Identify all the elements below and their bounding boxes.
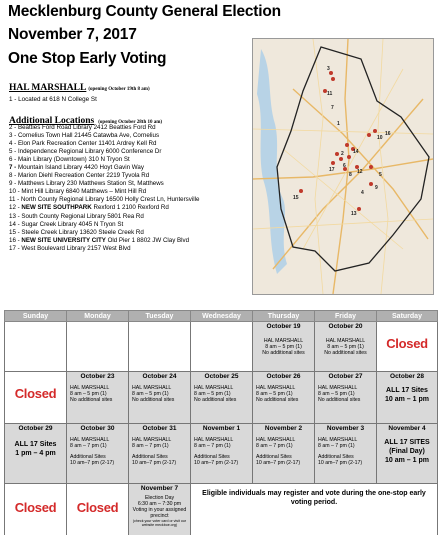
voting-calendar [4, 310, 438, 535]
list-item: 11 - North County Regional Library 16500 Holly Crest Ln, Huntersville [9, 196, 200, 204]
day-header-sunday: Sunday [5, 311, 67, 322]
svg-text:6: 6 [343, 163, 346, 169]
calendar-cell-oct28: October 28 ALL 17 Sites 10 am – 1 pm [377, 372, 438, 424]
list-item: 15 - Steele Creek Library 13620 Steele Creek Rd [9, 228, 144, 236]
day-header-tuesday: Tuesday [129, 311, 191, 322]
calendar-cell-empty [5, 322, 67, 372]
calendar-cell-closed [67, 484, 129, 535]
closed-label: Closed [386, 336, 428, 351]
list-item: 16 - NEW SITE UNIVERSITY CITY Old Pier 1 8802 JW Clay Blvd [9, 236, 190, 244]
list-item: 14 - Sugar Creek Library 4045 N Tryon St [9, 220, 124, 228]
hal-location: 1 - Located at 618 N College St [9, 96, 97, 103]
calendar-week-3 [5, 424, 438, 484]
svg-text:16: 16 [385, 131, 391, 137]
svg-text:15: 15 [293, 195, 299, 201]
svg-text:3: 3 [327, 66, 330, 72]
additional-opening: (opening October 28th 10 am) [98, 120, 163, 125]
list-item: 8 - Marion Diehl Recreation Center 2219 Tyvola Rd [9, 172, 150, 180]
list-item: 4 - Elon Park Recreation Center 11401 Ardrey Kell Rd [9, 140, 157, 148]
svg-text:7: 7 [331, 105, 334, 111]
svg-text:10: 10 [377, 135, 383, 141]
calendar-cell-closed [377, 322, 438, 372]
registration-note: Eligible individuals may register and vote during the one-stop early voting period. [202, 490, 426, 506]
calendar-cell-oct26: October 26 HAL MARSHALL 8 am – 5 pm (1) No additional sites [253, 372, 315, 424]
calendar-cell-oct20: October 20 HAL MARSHALL 8 am – 5 pm (1) No additional sites [315, 322, 377, 372]
title-early-voting: One Stop Early Voting [8, 50, 167, 67]
calendar-cell-oct19: October 19 HAL MARSHALL 8 am – 5 pm (1) No additional sites [253, 322, 315, 372]
list-item: 12 - NEW SITE SOUTHPARK Rexford 1 2100 Rexford Rd [9, 204, 169, 212]
day-header-wednesday: Wednesday [191, 311, 253, 322]
calendar-cell-oct29: October 29 ALL 17 Sites 1 pm – 4 pm [5, 424, 67, 484]
svg-text:12: 12 [357, 169, 363, 175]
title-date: November 7, 2017 [8, 26, 137, 43]
calendar-week-1 [5, 322, 438, 372]
svg-text:17: 17 [329, 167, 335, 173]
svg-text:13: 13 [351, 211, 357, 217]
election-day-info: Election Day 6:30 am – 7:30 pm Voting in your assigned precinct (check your voter card or visit our website meckboe.org) [132, 495, 187, 528]
day-header-friday: Friday [315, 311, 377, 322]
day-header-thursday: Thursday [253, 311, 315, 322]
additional-heading-text: Additional Locations [9, 116, 95, 126]
calendar-cell-empty [191, 322, 253, 372]
location-list [9, 124, 254, 253]
svg-text:1: 1 [337, 121, 340, 127]
calendar-week-2 [5, 372, 438, 424]
calendar-cell-closed [5, 372, 67, 424]
calendar-cell-oct25: October 25 HAL MARSHALL 8 am – 5 pm (1) No additional sites [191, 372, 253, 424]
list-item: 5 - Independence Regional Library 6000 Conference Dr [9, 148, 162, 156]
calendar-cell-oct27: October 27 HAL MARSHALL 8 am – 5 pm (1) No additional sites [315, 372, 377, 424]
svg-text:2: 2 [341, 151, 344, 157]
calendar-cell-nov1: November 1 HAL MARSHALL 8 am – 7 pm (1) Additional Sites 10 am–7 pm (2-17) [191, 424, 253, 484]
list-item: 17 - West Boulevard Library 2157 West Blvd [9, 244, 131, 252]
closed-label: Closed [14, 500, 57, 515]
closed-label: Closed [76, 500, 119, 515]
svg-text:11: 11 [327, 91, 333, 97]
county-map [252, 38, 434, 295]
calendar-cell-empty [129, 322, 191, 372]
closed-label: Closed [14, 386, 57, 401]
list-item: 6 - Main Library (Downtown) 310 N Tryon St [9, 156, 130, 164]
title-county: Mecklenburg County General Election [8, 3, 281, 20]
calendar-cell-oct24: October 24 HAL MARSHALL 8 am – 5 pm (1) No additional sites [129, 372, 191, 424]
hal-marshall-heading [9, 83, 150, 93]
hal-opening: (opening October 19th 8 am) [88, 87, 150, 92]
list-item: 10 - Mint Hill Library 6840 Matthews – Mint Hill Rd [9, 188, 147, 196]
calendar-cell-oct23: October 23 HAL MARSHALL 8 am – 5 pm (1) No additional sites [67, 372, 129, 424]
calendar-cell-nov4: November 4 ALL 17 SITES (Final Day) 10 am – 1 pm [377, 424, 438, 484]
registration-note-cell [191, 484, 438, 535]
svg-text:8: 8 [349, 172, 352, 178]
calendar-cell-closed [5, 484, 67, 535]
svg-text:4: 4 [361, 190, 364, 196]
county-map-svg [253, 39, 433, 294]
svg-text:5: 5 [379, 172, 382, 178]
list-item: 9 - Matthews Library 230 Matthews Station St, Matthews [9, 180, 164, 188]
calendar-cell-nov2: November 2 HAL MARSHALL 8 am – 7 pm (1) Additional Sites 10 am–7 pm (2-17) [253, 424, 315, 484]
svg-text:14: 14 [353, 149, 359, 155]
svg-text:9: 9 [375, 185, 378, 191]
day-header-saturday: Saturday [377, 311, 438, 322]
list-item: 3 - Cornelius Town Hall 21445 Catawba Ave, Cornelius [9, 132, 160, 140]
calendar-header-row [5, 311, 438, 322]
list-item: 13 - South County Regional Library 5801 Rea Rd [9, 212, 144, 220]
list-item: 7 - Mountain Island Library 4420 Hoyt Gavin Way [9, 164, 144, 172]
calendar-cell-oct31: October 31 HAL MARSHALL 8 am – 7 pm (1) Additional Sites 10 am–7 pm (2-17) [129, 424, 191, 484]
calendar-cell-nov7: November 7 Election Day 6:30 am – 7:30 pm Voting in your assigned precinct (check your voter card or visit our website meckboe.org) [129, 484, 191, 535]
calendar-cell-empty [67, 322, 129, 372]
hal-heading-text: HAL MARSHALL [9, 83, 87, 93]
calendar-cell-nov3: November 3 HAL MARSHALL 8 am – 7 pm (1) Additional Sites 10 am–7 pm (2-17) [315, 424, 377, 484]
calendar-week-4 [5, 484, 438, 535]
list-item: 2 - Beatties Ford Road Library 2412 Beatties Ford Rd [9, 124, 156, 131]
day-header-monday: Monday [67, 311, 129, 322]
calendar-cell-oct30: October 30 HAL MARSHALL 8 am – 7 pm (1) Additional Sites 10 am–7 pm (2-17) [67, 424, 129, 484]
